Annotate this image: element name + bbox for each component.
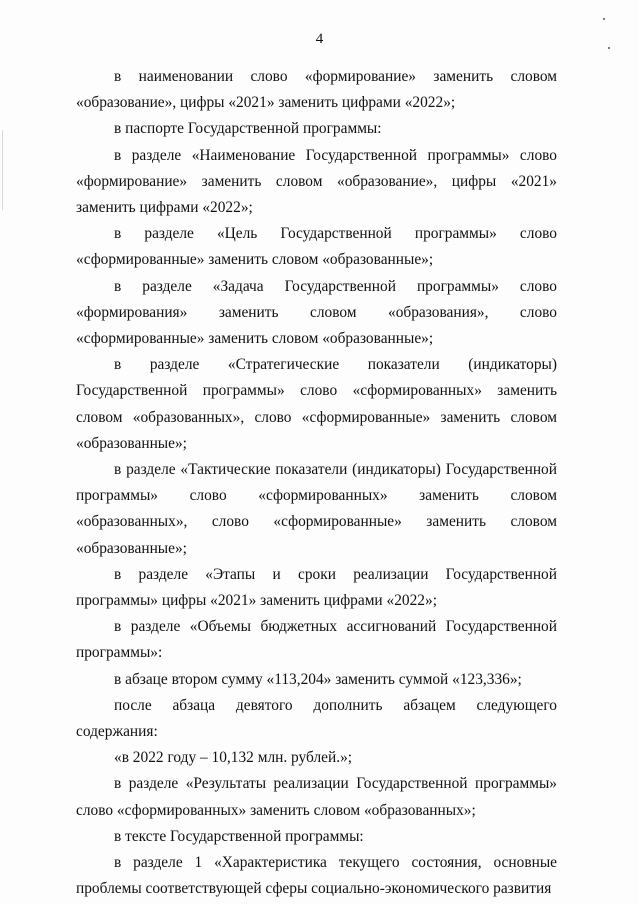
paragraph: после абзаца девятого дополнить абзацем следующего содержания:	[76, 696, 557, 741]
paragraph: в разделе «Этапы и сроки реализации Государственной программы» цифры «2021» заменить цифрами «2022»;	[76, 565, 557, 610]
document-body	[76, 64, 557, 903]
scan-speck	[603, 18, 605, 20]
scan-margin-mark	[2, 130, 3, 210]
paragraph: в разделе «Наименование Государственной программы» слово «формирование» заменить словом «образование», цифры «2021» заменить цифрами «2022»;	[76, 146, 557, 217]
paragraph: в разделе «Тактические показатели (индикаторы) Государственной программы» слово «сформированных» заменить словом «образованных», слово «сформированные» заменить словом «образованные»;	[76, 461, 557, 557]
paragraph: в абзаце втором сумму «113,204» заменить суммой «123,336»;	[114, 670, 522, 688]
paragraph: «в 2022 году – 10,132 млн. рублей.»;	[114, 749, 353, 767]
paragraph: в тексте Государственной программы:	[114, 827, 364, 845]
paragraph: в паспорте Государственной программы:	[114, 120, 382, 138]
paragraph: в разделе «Цель Государственной программы» слово «сформированные» заменить словом «образованные»;	[76, 225, 557, 269]
paragraph: в разделе «Задача Государственной программы» слово «формирования» заменить словом «образования», слово «сформированные» заменить словом «образованные»;	[76, 277, 557, 348]
paragraph: в разделе «Стратегические показатели (индикаторы) Государственной программы» слово «сформированных» заменить словом «образованных», слово «сформированные» заменить словом «образованные»;	[76, 356, 557, 452]
paragraph: в разделе 1 «Характеристика текущего состояния, основные проблемы соответствующей сферы социально-экономического развития	[76, 854, 557, 898]
page-number: 4	[315, 31, 324, 47]
paragraph: в разделе «Объемы бюджетных ассигнований Государственной программы»:	[76, 618, 557, 662]
paragraph: в наименовании слово «формирование» заменить словом «образование», цифры «2021» заменить цифрами «2022»;	[76, 68, 557, 112]
paragraph: в разделе «Результаты реализации Государственной программы» слово «сформированных» заменить словом «образованных»;	[76, 775, 557, 819]
